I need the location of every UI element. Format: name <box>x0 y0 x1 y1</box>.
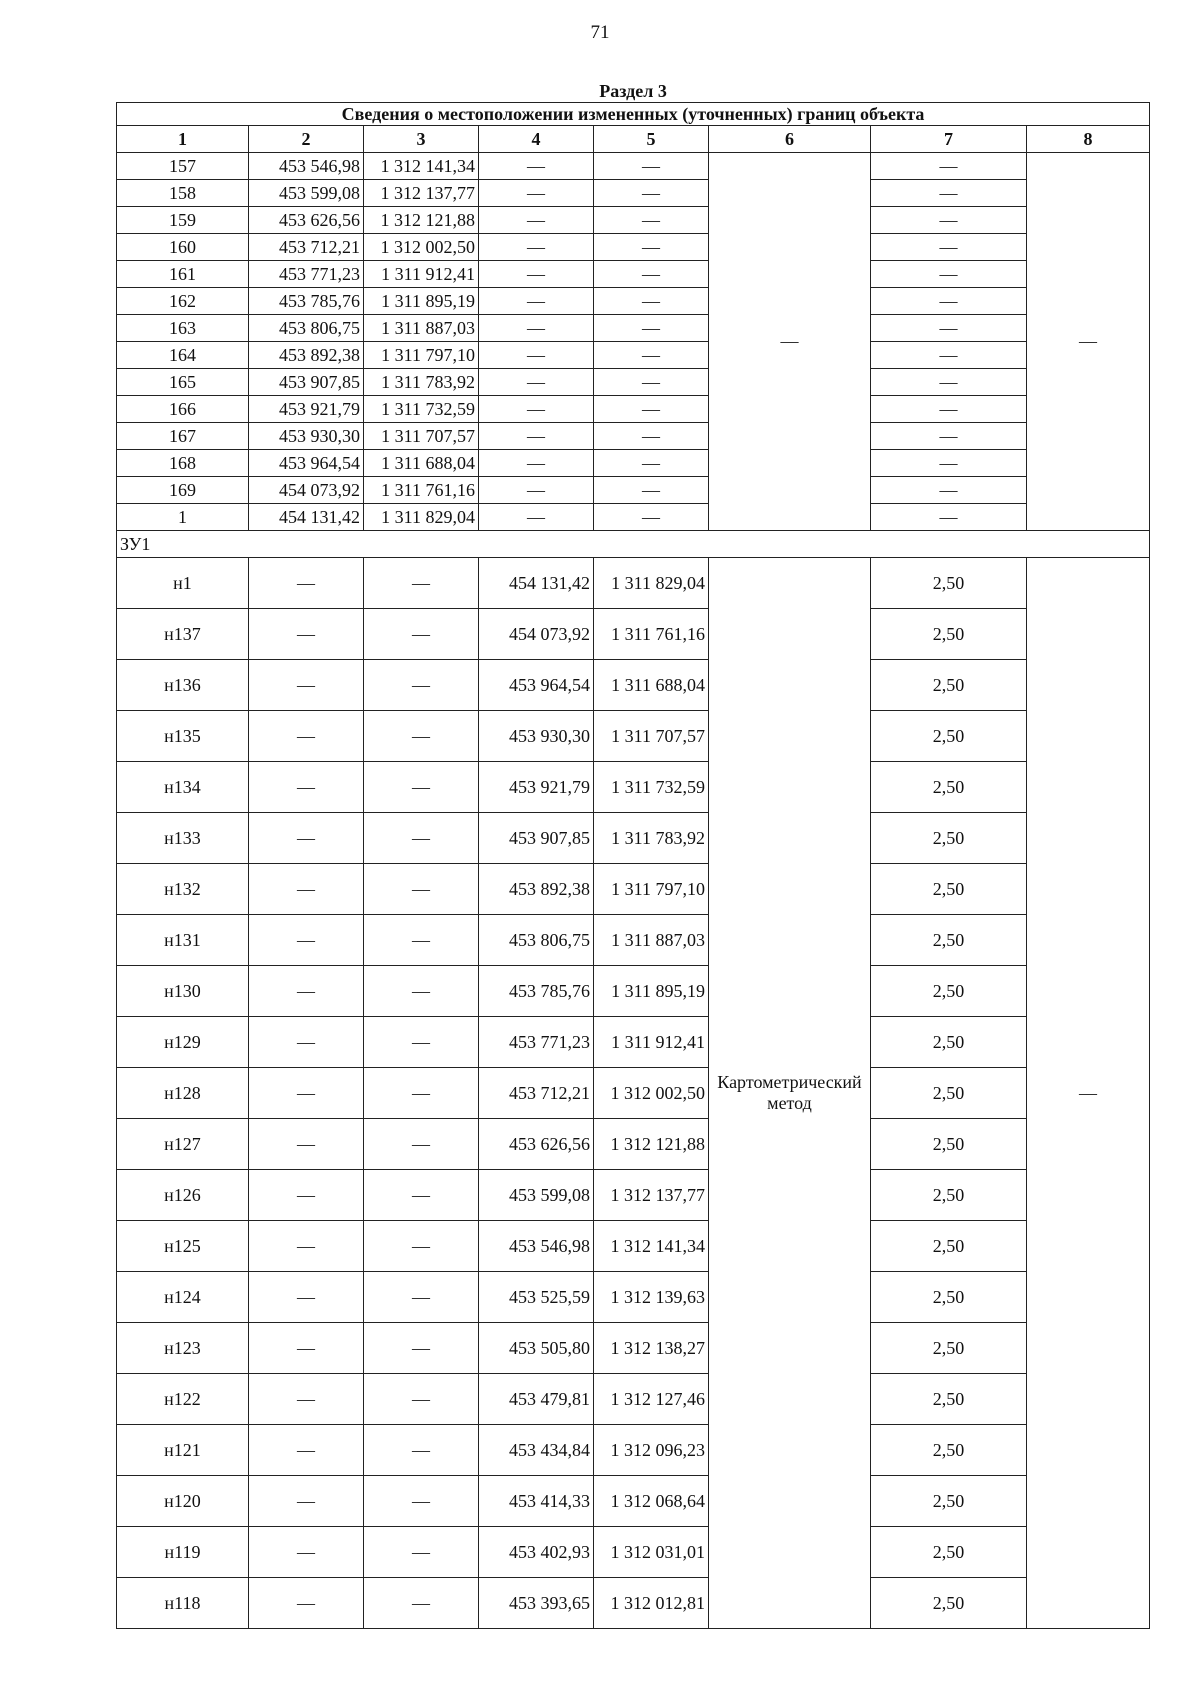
point-number-cell: 160 <box>117 234 249 261</box>
table-title-row <box>117 103 1150 126</box>
old-y-cell: — <box>364 1578 479 1629</box>
new-x-cell: — <box>479 261 594 288</box>
new-y-cell: — <box>594 477 709 504</box>
table-row <box>117 915 1150 966</box>
x-coordinate-cell: 453 964,54 <box>479 660 594 711</box>
new-y-cell: — <box>594 288 709 315</box>
y-coordinate-cell: 1 311 732,59 <box>364 396 479 423</box>
point-number-cell: н126 <box>117 1170 249 1221</box>
x-coordinate-cell: 454 073,92 <box>479 609 594 660</box>
old-x-cell: — <box>249 1578 364 1629</box>
new-y-cell: — <box>594 207 709 234</box>
column-header: 4 <box>479 126 594 153</box>
table-row <box>117 1425 1150 1476</box>
old-x-cell: — <box>249 1170 364 1221</box>
y-coordinate-cell: 1 312 096,23 <box>594 1425 709 1476</box>
accuracy-cell: 2,50 <box>871 558 1027 609</box>
x-coordinate-cell: 453 771,23 <box>249 261 364 288</box>
old-y-cell: — <box>364 1323 479 1374</box>
accuracy-cell: 2,50 <box>871 813 1027 864</box>
old-x-cell: — <box>249 1527 364 1578</box>
y-coordinate-cell: 1 312 031,01 <box>594 1527 709 1578</box>
column-header: 1 <box>117 126 249 153</box>
y-coordinate-cell: 1 311 829,04 <box>364 504 479 531</box>
old-y-cell: — <box>364 915 479 966</box>
old-x-cell: — <box>249 1017 364 1068</box>
new-y-cell: — <box>594 369 709 396</box>
x-coordinate-cell: 453 892,38 <box>479 864 594 915</box>
y-coordinate-cell: 1 312 127,46 <box>594 1374 709 1425</box>
old-y-cell: — <box>364 864 479 915</box>
y-coordinate-cell: 1 311 707,57 <box>364 423 479 450</box>
point-number-cell: н122 <box>117 1374 249 1425</box>
table-row <box>117 477 1150 504</box>
accuracy-cell: 2,50 <box>871 1374 1027 1425</box>
point-number-cell: н127 <box>117 1119 249 1170</box>
table-row <box>117 558 1150 609</box>
x-coordinate-cell: 453 712,21 <box>249 234 364 261</box>
old-y-cell: — <box>364 1425 479 1476</box>
page-number: 71 <box>590 22 610 43</box>
table-row <box>117 261 1150 288</box>
point-number-cell: 168 <box>117 450 249 477</box>
table-row <box>117 153 1150 180</box>
old-x-cell: — <box>249 1221 364 1272</box>
group-row <box>117 531 1150 558</box>
point-number-cell: 158 <box>117 180 249 207</box>
x-coordinate-cell: 453 921,79 <box>249 396 364 423</box>
new-y-cell: — <box>594 234 709 261</box>
accuracy-cell: 2,50 <box>871 609 1027 660</box>
x-coordinate-cell: 453 907,85 <box>249 369 364 396</box>
new-y-cell: — <box>594 261 709 288</box>
y-coordinate-cell: 1 311 887,03 <box>594 915 709 966</box>
accuracy-cell: 2,50 <box>871 1221 1027 1272</box>
x-coordinate-cell: 453 599,08 <box>479 1170 594 1221</box>
accuracy-cell: 2,50 <box>871 1578 1027 1629</box>
accuracy-cell: — <box>871 342 1027 369</box>
old-y-cell: — <box>364 1272 479 1323</box>
accuracy-cell: — <box>871 315 1027 342</box>
y-coordinate-cell: 1 311 783,92 <box>594 813 709 864</box>
old-x-cell: — <box>249 915 364 966</box>
accuracy-cell: 2,50 <box>871 966 1027 1017</box>
accuracy-cell: — <box>871 180 1027 207</box>
old-y-cell: — <box>364 1221 479 1272</box>
x-coordinate-cell: 453 525,59 <box>479 1272 594 1323</box>
new-y-cell: — <box>594 504 709 531</box>
point-number-cell: 163 <box>117 315 249 342</box>
y-coordinate-cell: 1 311 912,41 <box>594 1017 709 1068</box>
table-row <box>117 966 1150 1017</box>
x-coordinate-cell: 454 131,42 <box>479 558 594 609</box>
section-title-row <box>117 80 1150 103</box>
old-y-cell: — <box>364 1476 479 1527</box>
y-coordinate-cell: 1 311 829,04 <box>594 558 709 609</box>
description-cell: — <box>1027 153 1150 531</box>
point-number-cell: н1 <box>117 558 249 609</box>
y-coordinate-cell: 1 311 761,16 <box>364 477 479 504</box>
x-coordinate-cell: 453 806,75 <box>249 315 364 342</box>
column-header-row <box>117 126 1150 153</box>
old-y-cell: — <box>364 1068 479 1119</box>
old-y-cell: — <box>364 966 479 1017</box>
column-header: 7 <box>871 126 1027 153</box>
old-y-cell: — <box>364 1017 479 1068</box>
old-x-cell: — <box>249 558 364 609</box>
point-number-cell: н119 <box>117 1527 249 1578</box>
point-number-cell: н135 <box>117 711 249 762</box>
accuracy-cell: — <box>871 288 1027 315</box>
x-coordinate-cell: 453 785,76 <box>479 966 594 1017</box>
accuracy-cell: — <box>871 207 1027 234</box>
old-x-cell: — <box>249 1068 364 1119</box>
table-row <box>117 1323 1150 1374</box>
new-x-cell: — <box>479 342 594 369</box>
new-x-cell: — <box>479 396 594 423</box>
point-number-cell: н128 <box>117 1068 249 1119</box>
point-number-cell: 157 <box>117 153 249 180</box>
new-x-cell: — <box>479 180 594 207</box>
old-x-cell: — <box>249 1374 364 1425</box>
old-x-cell: — <box>249 660 364 711</box>
section-title: Раздел 3 <box>599 81 667 101</box>
accuracy-cell: — <box>871 477 1027 504</box>
point-number-cell: 166 <box>117 396 249 423</box>
accuracy-cell: — <box>871 423 1027 450</box>
column-header: 8 <box>1027 126 1150 153</box>
table-row <box>117 609 1150 660</box>
new-y-cell: — <box>594 423 709 450</box>
x-coordinate-cell: 454 073,92 <box>249 477 364 504</box>
old-x-cell: — <box>249 966 364 1017</box>
point-number-cell: 1 <box>117 504 249 531</box>
accuracy-cell: 2,50 <box>871 660 1027 711</box>
point-number-cell: 167 <box>117 423 249 450</box>
old-x-cell: — <box>249 609 364 660</box>
y-coordinate-cell: 1 312 141,34 <box>364 153 479 180</box>
y-coordinate-cell: 1 312 141,34 <box>594 1221 709 1272</box>
accuracy-cell: — <box>871 234 1027 261</box>
x-coordinate-cell: 453 414,33 <box>479 1476 594 1527</box>
table-row <box>117 1119 1150 1170</box>
accuracy-cell: — <box>871 450 1027 477</box>
accuracy-cell: — <box>871 261 1027 288</box>
old-x-cell: — <box>249 1425 364 1476</box>
x-coordinate-cell: 453 930,30 <box>479 711 594 762</box>
table-row <box>117 1170 1150 1221</box>
accuracy-cell: 2,50 <box>871 1119 1027 1170</box>
accuracy-cell: 2,50 <box>871 1323 1027 1374</box>
x-coordinate-cell: 453 546,98 <box>479 1221 594 1272</box>
accuracy-cell: 2,50 <box>871 1170 1027 1221</box>
point-number-cell: н129 <box>117 1017 249 1068</box>
x-coordinate-cell: 453 626,56 <box>479 1119 594 1170</box>
table-row <box>117 423 1150 450</box>
column-header: 5 <box>594 126 709 153</box>
y-coordinate-cell: 1 311 688,04 <box>594 660 709 711</box>
new-x-cell: — <box>479 153 594 180</box>
x-coordinate-cell: 453 402,93 <box>479 1527 594 1578</box>
point-number-cell: н125 <box>117 1221 249 1272</box>
old-y-cell: — <box>364 1170 479 1221</box>
table-row <box>117 1527 1150 1578</box>
y-coordinate-cell: 1 311 797,10 <box>594 864 709 915</box>
x-coordinate-cell: 454 131,42 <box>249 504 364 531</box>
point-number-cell: 159 <box>117 207 249 234</box>
old-x-cell: — <box>249 864 364 915</box>
new-x-cell: — <box>479 504 594 531</box>
accuracy-cell: 2,50 <box>871 762 1027 813</box>
table-row <box>117 660 1150 711</box>
point-number-cell: н134 <box>117 762 249 813</box>
x-coordinate-cell: 453 479,81 <box>479 1374 594 1425</box>
new-x-cell: — <box>479 315 594 342</box>
old-y-cell: — <box>364 1527 479 1578</box>
old-y-cell: — <box>364 1119 479 1170</box>
table-row <box>117 711 1150 762</box>
point-number-cell: 165 <box>117 369 249 396</box>
y-coordinate-cell: 1 311 895,19 <box>364 288 479 315</box>
y-coordinate-cell: 1 312 002,50 <box>594 1068 709 1119</box>
point-number-cell: н132 <box>117 864 249 915</box>
accuracy-cell: — <box>871 504 1027 531</box>
x-coordinate-cell: 453 393,65 <box>479 1578 594 1629</box>
table-row <box>117 762 1150 813</box>
table-row <box>117 864 1150 915</box>
table-row <box>117 180 1150 207</box>
table-row <box>117 813 1150 864</box>
old-y-cell: — <box>364 813 479 864</box>
method-cell: Картометрический метод <box>709 558 871 1629</box>
new-x-cell: — <box>479 477 594 504</box>
x-coordinate-cell: 453 892,38 <box>249 342 364 369</box>
new-y-cell: — <box>594 396 709 423</box>
new-x-cell: — <box>479 369 594 396</box>
x-coordinate-cell: 453 712,21 <box>479 1068 594 1119</box>
new-x-cell: — <box>479 207 594 234</box>
new-x-cell: — <box>479 423 594 450</box>
accuracy-cell: 2,50 <box>871 864 1027 915</box>
table-row <box>117 504 1150 531</box>
table-row <box>117 396 1150 423</box>
column-header: 6 <box>709 126 871 153</box>
x-coordinate-cell: 453 626,56 <box>249 207 364 234</box>
x-coordinate-cell: 453 434,84 <box>479 1425 594 1476</box>
table-row <box>117 1068 1150 1119</box>
point-number-cell: н131 <box>117 915 249 966</box>
y-coordinate-cell: 1 312 137,77 <box>594 1170 709 1221</box>
new-x-cell: — <box>479 234 594 261</box>
point-number-cell: 169 <box>117 477 249 504</box>
x-coordinate-cell: 453 930,30 <box>249 423 364 450</box>
point-number-cell: н124 <box>117 1272 249 1323</box>
x-coordinate-cell: 453 964,54 <box>249 450 364 477</box>
accuracy-cell: — <box>871 369 1027 396</box>
y-coordinate-cell: 1 311 783,92 <box>364 369 479 396</box>
table-row <box>117 1476 1150 1527</box>
table-row <box>117 369 1150 396</box>
accuracy-cell: 2,50 <box>871 1527 1027 1578</box>
old-y-cell: — <box>364 711 479 762</box>
point-number-cell: н118 <box>117 1578 249 1629</box>
y-coordinate-cell: 1 312 139,63 <box>594 1272 709 1323</box>
table-row <box>117 1221 1150 1272</box>
old-y-cell: — <box>364 609 479 660</box>
old-x-cell: — <box>249 711 364 762</box>
point-number-cell: н120 <box>117 1476 249 1527</box>
table-row <box>117 450 1150 477</box>
new-y-cell: — <box>594 315 709 342</box>
table-row <box>117 342 1150 369</box>
column-header: 2 <box>249 126 364 153</box>
accuracy-cell: 2,50 <box>871 1272 1027 1323</box>
boundary-table <box>116 80 1150 1629</box>
accuracy-cell: 2,50 <box>871 711 1027 762</box>
old-y-cell: — <box>364 660 479 711</box>
y-coordinate-cell: 1 312 121,88 <box>364 207 479 234</box>
new-x-cell: — <box>479 288 594 315</box>
point-number-cell: н137 <box>117 609 249 660</box>
y-coordinate-cell: 1 312 121,88 <box>594 1119 709 1170</box>
column-header: 3 <box>364 126 479 153</box>
y-coordinate-cell: 1 311 887,03 <box>364 315 479 342</box>
new-y-cell: — <box>594 153 709 180</box>
table-row <box>117 1017 1150 1068</box>
point-number-cell: н123 <box>117 1323 249 1374</box>
x-coordinate-cell: 453 546,98 <box>249 153 364 180</box>
old-x-cell: — <box>249 1119 364 1170</box>
y-coordinate-cell: 1 312 002,50 <box>364 234 479 261</box>
accuracy-cell: 2,50 <box>871 1425 1027 1476</box>
old-x-cell: — <box>249 1476 364 1527</box>
y-coordinate-cell: 1 312 138,27 <box>594 1323 709 1374</box>
point-number-cell: 162 <box>117 288 249 315</box>
x-coordinate-cell: 453 505,80 <box>479 1323 594 1374</box>
y-coordinate-cell: 1 311 688,04 <box>364 450 479 477</box>
y-coordinate-cell: 1 311 912,41 <box>364 261 479 288</box>
old-x-cell: — <box>249 762 364 813</box>
table-row <box>117 207 1150 234</box>
table-title: Сведения о местоположении измененных (уточненных) границ объекта <box>117 103 1150 126</box>
old-x-cell: — <box>249 1272 364 1323</box>
description-cell: — <box>1027 558 1150 1629</box>
new-x-cell: — <box>479 450 594 477</box>
old-y-cell: — <box>364 1374 479 1425</box>
y-coordinate-cell: 1 311 732,59 <box>594 762 709 813</box>
old-y-cell: — <box>364 762 479 813</box>
old-y-cell: — <box>364 558 479 609</box>
x-coordinate-cell: 453 921,79 <box>479 762 594 813</box>
accuracy-cell: 2,50 <box>871 1068 1027 1119</box>
x-coordinate-cell: 453 907,85 <box>479 813 594 864</box>
table-row <box>117 315 1150 342</box>
table-row <box>117 1374 1150 1425</box>
point-number-cell: 164 <box>117 342 249 369</box>
x-coordinate-cell: 453 806,75 <box>479 915 594 966</box>
accuracy-cell: 2,50 <box>871 915 1027 966</box>
group-label: ЗУ1 <box>117 531 1150 558</box>
point-number-cell: н121 <box>117 1425 249 1476</box>
table-row <box>117 234 1150 261</box>
new-y-cell: — <box>594 180 709 207</box>
accuracy-cell: 2,50 <box>871 1476 1027 1527</box>
point-number-cell: н136 <box>117 660 249 711</box>
point-number-cell: н133 <box>117 813 249 864</box>
y-coordinate-cell: 1 312 012,81 <box>594 1578 709 1629</box>
y-coordinate-cell: 1 311 797,10 <box>364 342 479 369</box>
table-row <box>117 1578 1150 1629</box>
table-row <box>117 288 1150 315</box>
y-coordinate-cell: 1 311 707,57 <box>594 711 709 762</box>
new-y-cell: — <box>594 342 709 369</box>
table-body <box>117 80 1150 1629</box>
point-number-cell: 161 <box>117 261 249 288</box>
y-coordinate-cell: 1 312 068,64 <box>594 1476 709 1527</box>
x-coordinate-cell: 453 771,23 <box>479 1017 594 1068</box>
x-coordinate-cell: 453 785,76 <box>249 288 364 315</box>
y-coordinate-cell: 1 311 895,19 <box>594 966 709 1017</box>
old-x-cell: — <box>249 1323 364 1374</box>
method-cell: — <box>709 153 871 531</box>
point-number-cell: н130 <box>117 966 249 1017</box>
accuracy-cell: — <box>871 396 1027 423</box>
accuracy-cell: 2,50 <box>871 1017 1027 1068</box>
old-x-cell: — <box>249 813 364 864</box>
new-y-cell: — <box>594 450 709 477</box>
accuracy-cell: — <box>871 153 1027 180</box>
table-row <box>117 1272 1150 1323</box>
y-coordinate-cell: 1 311 761,16 <box>594 609 709 660</box>
x-coordinate-cell: 453 599,08 <box>249 180 364 207</box>
y-coordinate-cell: 1 312 137,77 <box>364 180 479 207</box>
